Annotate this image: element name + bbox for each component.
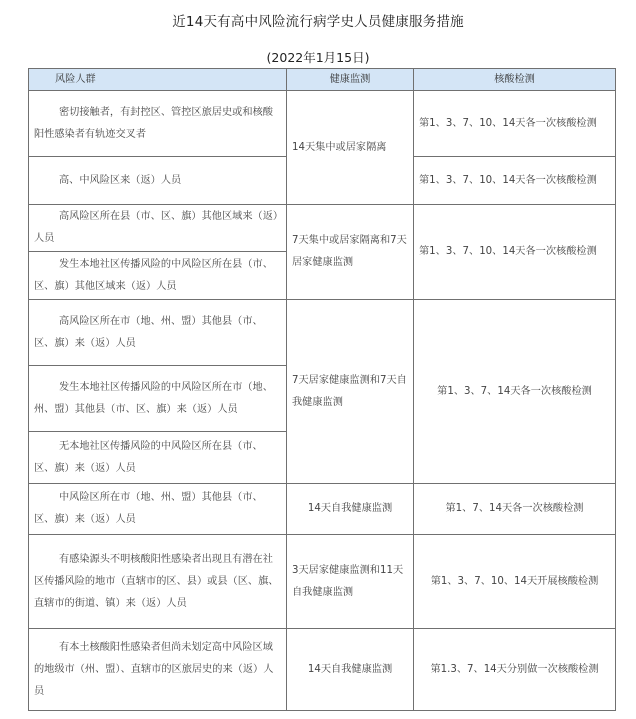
risk-group-cell: 高风险区所在县（市、区、旗）其他区域来（返）人员 <box>29 205 287 252</box>
monitoring-cell: 3天居家健康监测和11天自我健康监测 <box>287 535 414 629</box>
table-header-row <box>29 69 616 91</box>
risk-group-cell: 高风险区所在市（地、州、盟）其他县（市、区、旗）来（返）人员 <box>29 300 287 366</box>
table-row <box>29 205 616 252</box>
risk-group-cell: 密切接触者，有封控区、管控区旅居史或和核酸阳性感染者有轨迹交叉者 <box>29 91 287 157</box>
header-nucleic-test: 核酸检测 <box>414 69 616 91</box>
risk-group-cell: 发生本地社区传播风险的中风险区所在市（地、州、盟）其他县（市、区、旗）来（返）人员 <box>29 366 287 432</box>
test-cell: 第1.3、7、14天分别做一次核酸检测 <box>414 629 616 711</box>
table-row <box>29 629 616 711</box>
test-cell: 第1、7、14天各一次核酸检测 <box>414 484 616 535</box>
page-title: 近14天有高中风险流行病学史人员健康服务措施 <box>172 14 464 30</box>
table-row <box>29 535 616 629</box>
header-health-monitoring: 健康监测 <box>287 69 414 91</box>
risk-group-cell: 有本土核酸阳性感染者但尚未划定高中风险区域的地级市（州、盟）、直辖市的区旅居史的来（返）人员 <box>29 629 287 711</box>
risk-group-cell: 高、中风险区来（返）人员 <box>29 157 287 205</box>
monitoring-cell: 14天自我健康监测 <box>287 484 414 535</box>
test-cell: 第1、3、7、10、14天各一次核酸检测 <box>414 157 616 205</box>
risk-group-cell: 中风险区所在市（地、州、盟）其他县（市、区、旗）来（返）人员 <box>29 484 287 535</box>
table-row <box>29 484 616 535</box>
test-cell: 第1、3、7、14天各一次核酸检测 <box>414 300 616 484</box>
test-cell: 第1、3、7、10、14天各一次核酸检测 <box>414 91 616 157</box>
monitoring-cell: 14天集中或居家隔离 <box>287 91 414 205</box>
publish-date: (2022年1月15日) <box>266 50 370 65</box>
risk-group-cell: 无本地社区传播风险的中风险区所在县（市、区、旗）来（返）人员 <box>29 432 287 484</box>
test-cell: 第1、3、7、10、14天各一次核酸检测 <box>414 205 616 300</box>
header-risk-group: 风险人群 <box>29 69 287 91</box>
table-row <box>29 300 616 366</box>
table-row <box>29 91 616 157</box>
risk-group-cell: 发生本地社区传播风险的中风险区所在县（市、区、旗）其他区域来（返）人员 <box>29 252 287 300</box>
health-measures-table <box>28 68 616 711</box>
risk-group-cell: 有感染源头不明核酸阳性感染者出现且有潜在社区传播风险的地市（直辖市的区、县）或县（区、旗、直辖市的街道、镇）来（返）人员 <box>29 535 287 629</box>
monitoring-cell: 7天居家健康监测和7天自我健康监测 <box>287 300 414 484</box>
monitoring-cell: 7天集中或居家隔离和7天居家健康监测 <box>287 205 414 300</box>
test-cell: 第1、3、7、10、14天开展核酸检测 <box>414 535 616 629</box>
monitoring-cell: 14天自我健康监测 <box>287 629 414 711</box>
